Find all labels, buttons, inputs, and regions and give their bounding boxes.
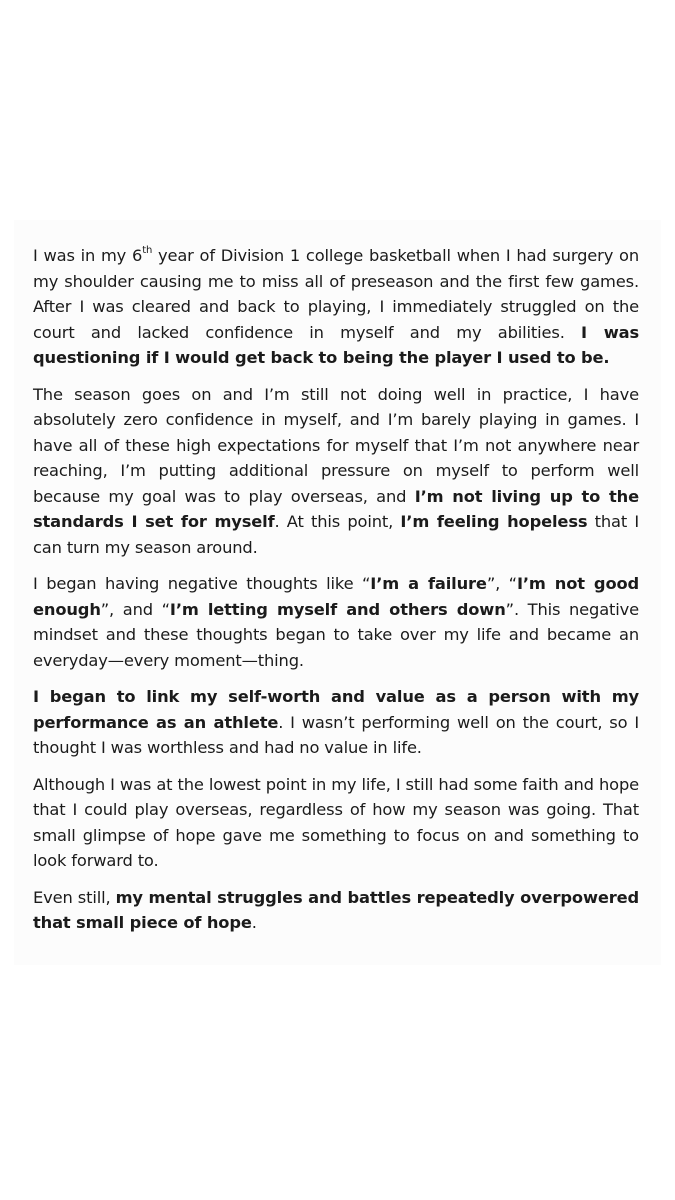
- story-text: [33, 243, 639, 947]
- text-segment: The season goes on and I’m still not doing well in practice, I have absolutely zero confidence in myself, and I’m barely playing in games. I have all of these high expectations for myself that I’m not anywhere near reaching, I’m putting additional pressure on myself to perform well because my goal was to play overseas, and: [33, 384, 639, 506]
- paragraph: [33, 684, 639, 761]
- text-segment: I was in my 6: [33, 246, 143, 265]
- bold-text: I’m a failure: [370, 574, 487, 593]
- superscript-text: th: [142, 244, 153, 256]
- bold-text: I’m not good enough: [33, 574, 640, 619]
- paragraph: [33, 243, 639, 371]
- paragraph: [33, 772, 639, 874]
- bold-text: I’m feeling hopeless: [400, 512, 588, 531]
- bold-text: I’m not living up to the standards I set for myself: [33, 486, 640, 531]
- text-segment: Even still,: [33, 887, 116, 907]
- text-segment: ”, and “: [100, 599, 170, 619]
- text-segment: . At this point,: [274, 512, 401, 531]
- text-segment: . I wasn’t performing well on the court, so I thought I was worthless and had no value in life.: [33, 712, 639, 757]
- paragraph: [33, 382, 639, 561]
- text-segment: year of Division 1 college basketball when I had surgery on my shoulder causing me to miss all of preseason and the first few games. After I was cleared and back to playing, I immediately struggled on the court and lacked confidence in myself and my abilities.: [33, 246, 639, 342]
- text-segment: ”, “: [486, 574, 517, 593]
- text-segment: that I can turn my season around.: [33, 512, 639, 557]
- paragraph: [33, 885, 639, 936]
- text-segment: I began having negative thoughts like “: [33, 574, 371, 593]
- text-segment: ”. This negative mindset and these thoughts began to take over my life and became an everyday—every moment—thing.: [33, 599, 640, 670]
- text-segment: Although I was at the lowest point in my life, I still had some faith and hope that I could play overseas, regardless of how my season was going. That small glimpse of hope gave me something to focus on and something to look forward to.: [33, 774, 639, 870]
- paragraph: [33, 571, 639, 673]
- bold-text: I’m letting myself and others down: [169, 599, 506, 619]
- text-segment: .: [251, 913, 257, 932]
- bold-text: I was questioning if I would get back to being the player I used to be.: [33, 322, 639, 367]
- bold-text: my mental struggles and battles repeatedly overpowered that small piece of hope: [33, 887, 640, 932]
- bold-text: I began to link my self-worth and value as a person with my performance as an athlete: [33, 687, 639, 732]
